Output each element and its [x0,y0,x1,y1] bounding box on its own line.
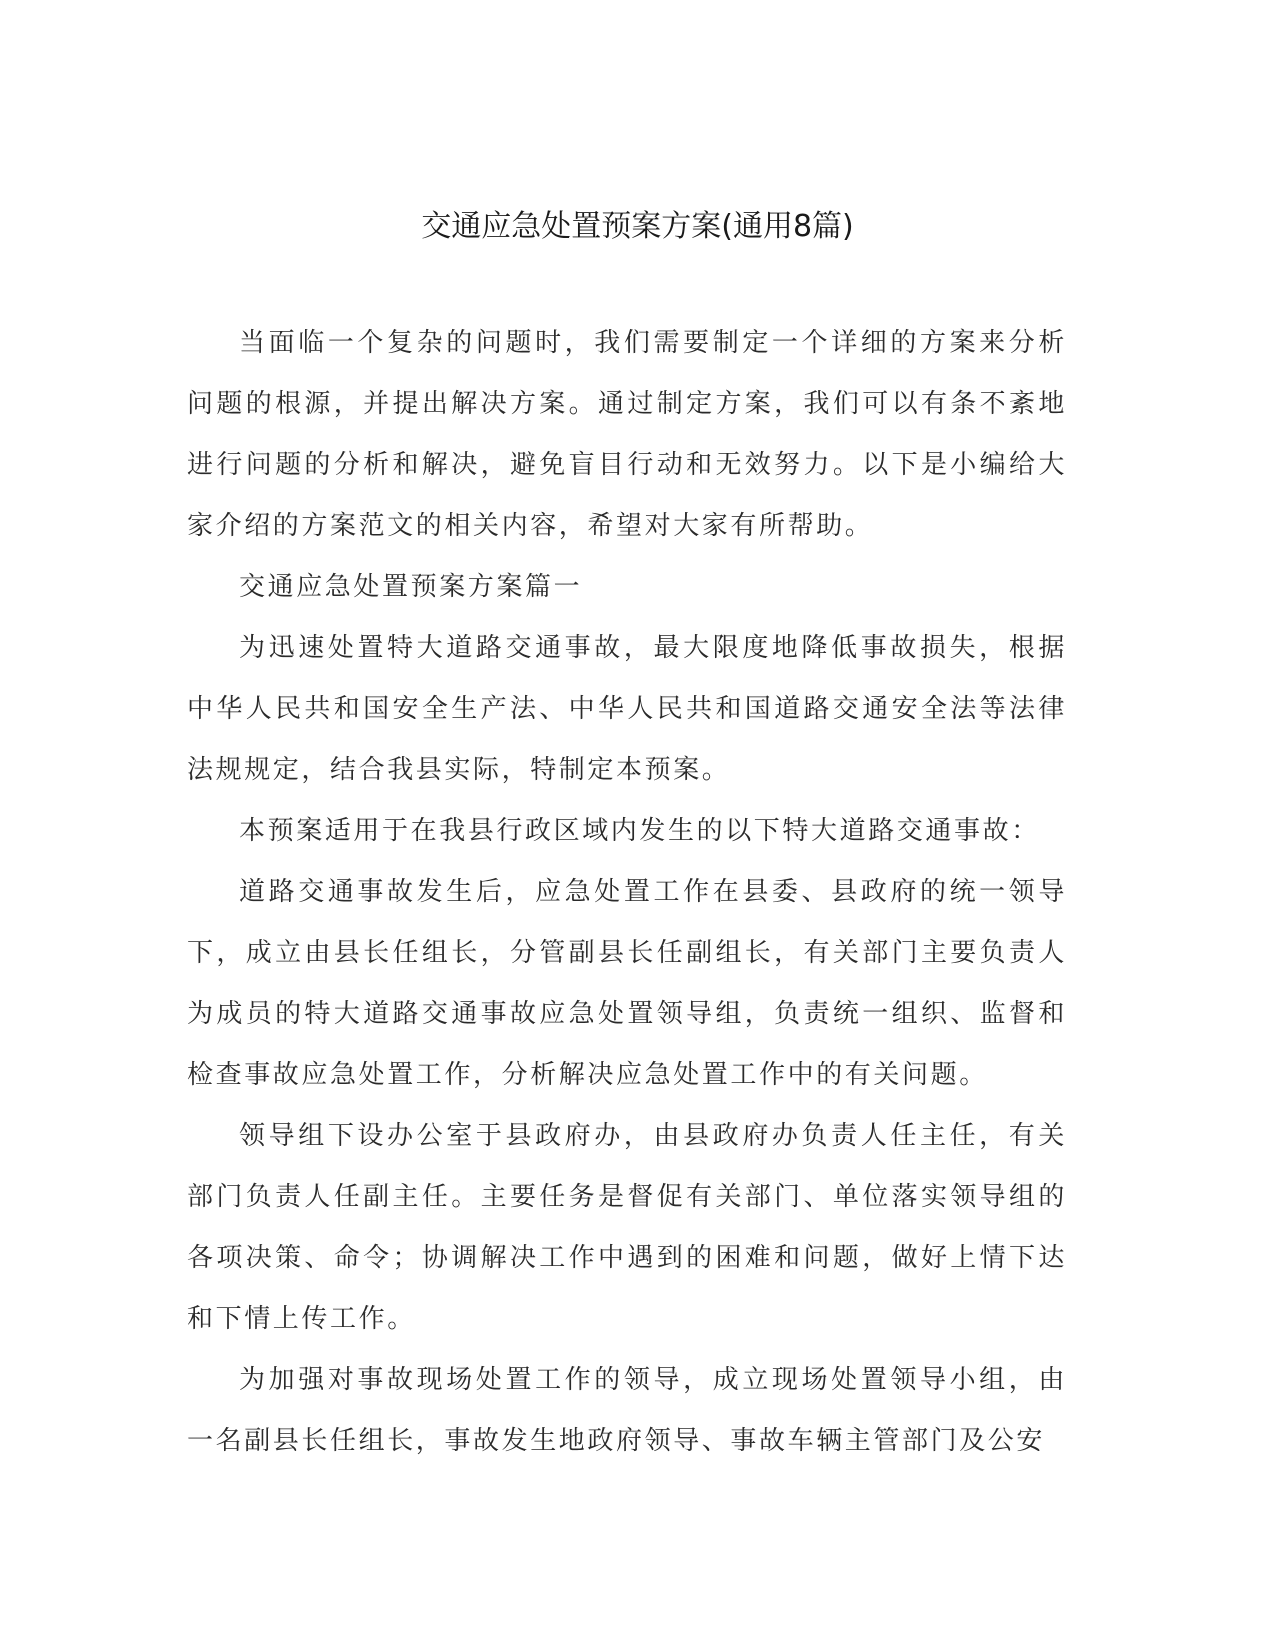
body-paragraph: 为迅速处置特大道路交通事故，最大限度地降低事故损失，根据中华人民共和国安全生产法、中华人民共和国道路交通安全法等法律法规规定，结合我县实际，特制定本预案。 [187,633,1067,785]
body-paragraph: 领导组下设办公室于县政府办，由县政府办负责人任主任，有关部门负责人任副主任。主要任务是督促有关部门、单位落实领导组的各项决策、命令；协调解决工作中遇到的困难和问题，做好上情下达和下情上传工作。 [187,1121,1067,1334]
section-heading: 交通应急处置预案方案篇一 [239,572,583,602]
body-paragraph: 本预案适用于在我县行政区域内发生的以下特大道路交通事故： [239,816,1040,846]
document-title: 交通应急处置预案方案(通用8篇) [421,209,854,244]
intro-paragraph: 当面临一个复杂的问题时，我们需要制定一个详细的方案来分析问题的根源，并提出解决方案。通过制定方案，我们可以有条不紊地进行问题的分析和解决，避免盲目行动和无效努力。以下是小编给大家介绍的方案范文的相关内容，希望对大家有所帮助。 [187,328,1067,541]
body-paragraph: 为加强对事故现场处置工作的领导，成立现场处置领导小组，由一名副县长任组长，事故发生地政府领导、事故车辆主管部门及公安 [187,1365,1067,1456]
document-body [187,313,1067,1472]
body-paragraph: 道路交通事故发生后，应急处置工作在县委、县政府的统一领导下，成立由县长任组长，分管副县长任副组长，有关部门主要负责人为成员的特大道路交通事故应急处置领导组，负责统一组织、监督和检查事故应急处置工作，分析解决应急处置工作中的有关问题。 [187,877,1067,1090]
